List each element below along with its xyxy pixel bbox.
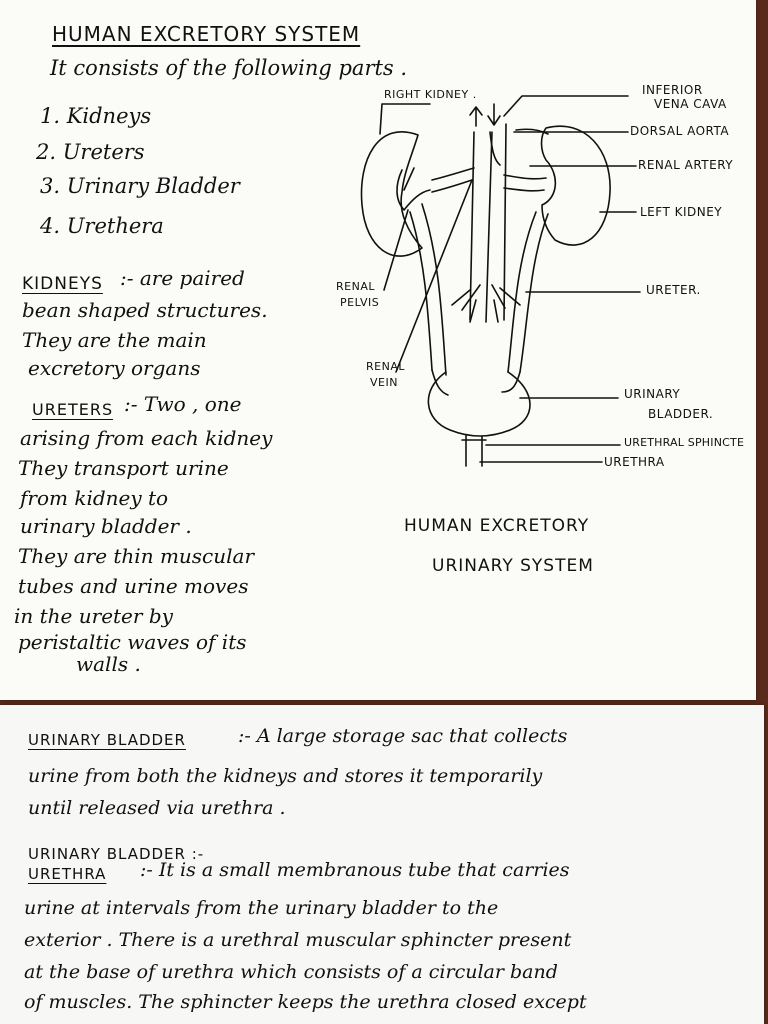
label-renal-pelvis: PELVIS bbox=[340, 296, 380, 309]
bladder-line: urine from both the kidneys and stores it temporarily bbox=[28, 765, 543, 787]
ureters-line: They transport urine bbox=[18, 456, 229, 480]
diagram-caption: HUMAN EXCRETORY bbox=[404, 516, 590, 536]
ureters-line: arising from each kidney bbox=[20, 426, 273, 450]
bladder-line: :- A large storage sac that collects bbox=[238, 725, 568, 747]
urethra-line: :- It is a small membranous tube that carries bbox=[140, 859, 570, 881]
label-urinary-bladder: BLADDER. bbox=[648, 407, 714, 421]
arrow-up-icon bbox=[470, 107, 482, 126]
urethra-line: exterior . There is a urethral muscular sphincter present bbox=[24, 929, 572, 951]
label-urethra: URETHRA bbox=[604, 455, 665, 469]
diagram-caption: URINARY SYSTEM bbox=[432, 556, 594, 576]
kidneys-line: bean shaped structures. bbox=[22, 298, 268, 322]
kidneys-line: They are the main bbox=[22, 328, 207, 352]
part-item-kidneys: 1. Kidneys bbox=[40, 104, 152, 128]
part-item-ureters: 2. Ureters bbox=[36, 140, 145, 164]
ureters-line: walls . bbox=[76, 652, 141, 676]
arrow-down-icon bbox=[488, 104, 500, 125]
part-item-urinary-bladder: 3. Urinary Bladder bbox=[40, 174, 240, 198]
renal-vein-right bbox=[432, 168, 474, 192]
kidneys-line: :- are paired bbox=[120, 266, 245, 290]
ureters-term: URETERS bbox=[32, 400, 114, 419]
urinary-bladder-shape bbox=[428, 372, 530, 436]
ureters-line: from kidney to bbox=[20, 486, 169, 510]
label-renal-artery: RENAL ARTERY bbox=[638, 158, 734, 172]
label-renal-vein: RENAL bbox=[366, 360, 405, 373]
label-urethral-sphincter: URETHRAL SPHINCTE bbox=[624, 436, 745, 449]
leader-renal-pelvis bbox=[384, 210, 408, 290]
ureters-line: urinary bladder . bbox=[20, 514, 192, 538]
part-item-urethera: 4. Urethera bbox=[40, 214, 164, 238]
urethra-term: URETHRA bbox=[28, 865, 107, 883]
intro-text: It consists of the following parts . bbox=[50, 56, 408, 80]
leader-ivc bbox=[504, 96, 628, 116]
label-inferior-vena-cava: VENA CAVA bbox=[654, 97, 727, 111]
label-inferior-vena-cava: INFERIOR bbox=[642, 83, 703, 97]
ureters-line: in the ureter by bbox=[14, 604, 173, 628]
left-kidney-shape bbox=[542, 126, 611, 245]
label-ureter: URETER. bbox=[646, 283, 701, 297]
label-right-kidney: RIGHT KIDNEY . bbox=[384, 88, 477, 101]
leader-renal-vein bbox=[396, 180, 472, 372]
ureters-line: :- Two , one bbox=[124, 392, 242, 416]
notebook-page-2 bbox=[0, 705, 764, 1024]
kidneys-line: excretory organs bbox=[28, 356, 201, 380]
renal-artery-left bbox=[504, 175, 546, 191]
ureters-line: They are thin muscular bbox=[18, 544, 255, 568]
bladder-line: until released via urethra . bbox=[28, 797, 286, 819]
label-urinary-bladder: URINARY bbox=[624, 387, 681, 401]
kidneys-term: KIDNEYS bbox=[22, 274, 103, 294]
label-dorsal-aorta: DORSAL AORTA bbox=[630, 124, 730, 138]
bladder-term: URINARY BLADDER bbox=[28, 731, 186, 749]
ureters-line: tubes and urine moves bbox=[18, 574, 249, 598]
right-kidney-shape bbox=[361, 132, 422, 256]
urethra-pre-term: URINARY BLADDER :- bbox=[28, 845, 205, 863]
label-left-kidney: LEFT KIDNEY bbox=[640, 205, 723, 219]
label-renal-vein: VEIN bbox=[370, 376, 398, 389]
page-heading: HUMAN EXCRETORY SYSTEM bbox=[52, 22, 361, 46]
urethra-line: urine at intervals from the urinary bladder to the bbox=[24, 897, 499, 919]
label-renal-pelvis: RENAL bbox=[336, 280, 375, 293]
urethra-line: at the base of urethra which consists of a circular band bbox=[24, 961, 558, 983]
leader-right-kidney bbox=[380, 104, 430, 134]
urethra-line: of muscles. The sphincter keeps the urethra closed except bbox=[24, 991, 587, 1013]
ureters-line: peristaltic waves of its bbox=[18, 630, 247, 654]
